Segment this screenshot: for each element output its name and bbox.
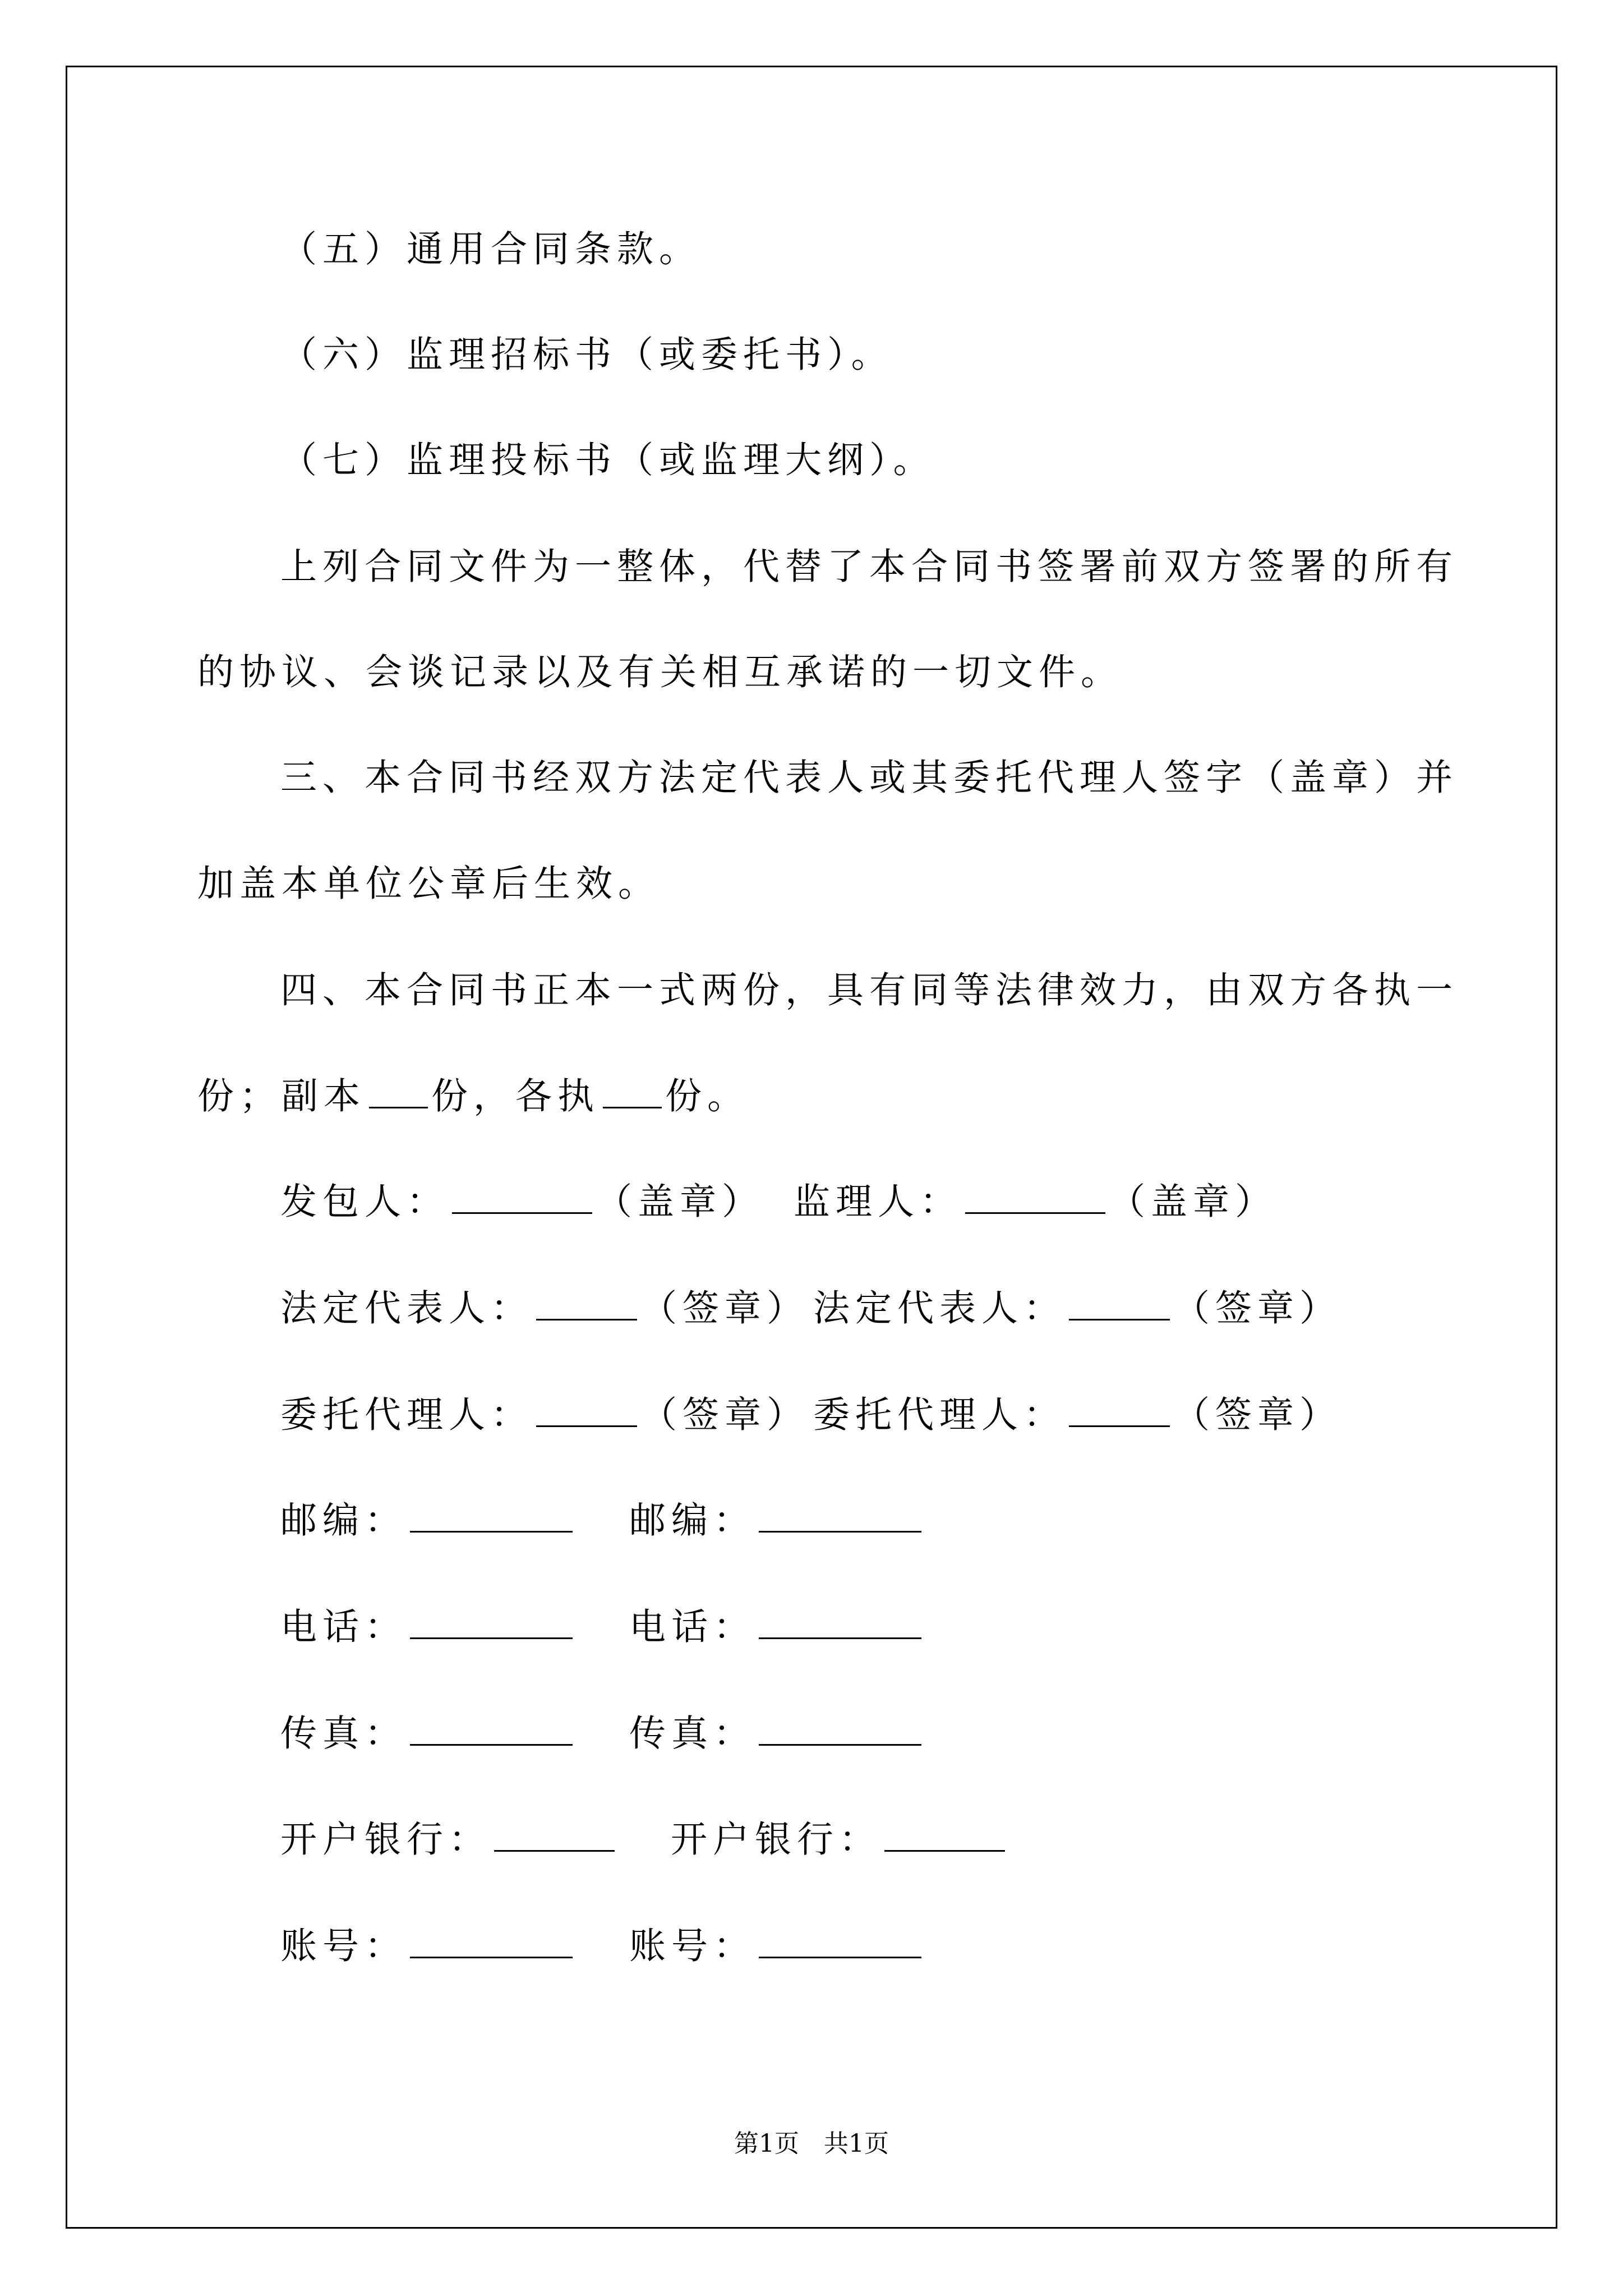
- agent-left-sign: （签章）: [640, 1394, 809, 1436]
- fax-left-field: [280, 1713, 576, 1755]
- legal-rep-right-sign: （签章）: [1173, 1287, 1342, 1329]
- postcode-left-label: 邮编：: [280, 1499, 407, 1542]
- legal-rep-right-field: [813, 1287, 1342, 1329]
- bank-right-field: [671, 1819, 1008, 1861]
- fax-left-blank[interactable]: [410, 1716, 573, 1746]
- agent-left-field: [280, 1394, 809, 1436]
- paragraph-three-line1: 三、本合同书经双方法定代表人或其委托代理人签字（盖章）并: [280, 757, 1459, 799]
- bank-left-blank[interactable]: [494, 1822, 615, 1852]
- copies-text-b: 份，各执: [431, 1075, 600, 1117]
- account-right-field: [629, 1925, 925, 1967]
- clause-item-7: （七）监理投标书（或监理大纲）。: [280, 439, 935, 481]
- copies-each-blank[interactable]: [603, 1079, 662, 1108]
- clause-item-6: （六）监理招标书（或委托书）。: [280, 334, 893, 376]
- legal-rep-left-label: 法定代表人：: [280, 1287, 533, 1329]
- account-right-blank[interactable]: [759, 1929, 921, 1958]
- copies-count-blank[interactable]: [369, 1079, 428, 1108]
- fax-right-label: 传真：: [629, 1713, 756, 1755]
- fax-right-blank[interactable]: [759, 1716, 921, 1746]
- paragraph-four-line1: 四、本合同书正本一式两份，具有同等法律效力，由双方各执一: [280, 969, 1459, 1011]
- copies-text-c: 份。: [665, 1075, 750, 1117]
- account-left-label: 账号：: [280, 1925, 407, 1967]
- paragraph-three-line2: 加盖本单位公章后生效。: [197, 863, 661, 905]
- agent-right-sign: （签章）: [1173, 1394, 1342, 1436]
- account-left-field: [280, 1925, 576, 1967]
- postcode-right-field: [629, 1499, 925, 1542]
- supervisor-seal: （盖章）: [1109, 1181, 1278, 1223]
- legal-rep-right-blank[interactable]: [1069, 1291, 1170, 1320]
- supervisor-blank[interactable]: [965, 1184, 1105, 1214]
- postcode-left-blank[interactable]: [410, 1503, 573, 1533]
- client-seal: （盖章）: [596, 1181, 764, 1223]
- account-left-blank[interactable]: [410, 1929, 573, 1958]
- legal-rep-left-blank[interactable]: [536, 1291, 637, 1320]
- client-label: 发包人：: [280, 1181, 449, 1223]
- legal-rep-left-sign: （签章）: [640, 1287, 809, 1329]
- supervisor-field: [794, 1181, 1278, 1223]
- phone-right-blank[interactable]: [759, 1609, 921, 1639]
- bank-right-blank[interactable]: [884, 1822, 1005, 1852]
- bank-left-field: [280, 1819, 618, 1861]
- phone-right-field: [629, 1606, 925, 1648]
- paragraph-documents-line2: 的协议、会谈记录以及有关相互承诺的一切文件。: [197, 651, 1123, 693]
- phone-left-label: 电话：: [280, 1606, 407, 1648]
- page-footer: 第1页 共1页: [734, 2129, 889, 2158]
- postcode-right-blank[interactable]: [759, 1503, 921, 1533]
- postcode-right-label: 邮编：: [629, 1499, 756, 1542]
- client-field: [280, 1181, 764, 1223]
- paragraph-documents-line1: 上列合同文件为一整体，代替了本合同书签署前双方签署的所有: [280, 546, 1459, 588]
- agent-right-blank[interactable]: [1069, 1397, 1170, 1427]
- phone-right-label: 电话：: [629, 1606, 756, 1648]
- client-blank[interactable]: [452, 1184, 592, 1214]
- agent-left-label: 委托代理人：: [280, 1394, 533, 1436]
- fax-left-label: 传真：: [280, 1713, 407, 1755]
- clause-item-5: （五）通用合同条款。: [280, 228, 702, 270]
- phone-left-field: [280, 1606, 576, 1648]
- copies-text-a: 份；副本: [197, 1075, 366, 1117]
- legal-rep-left-field: [280, 1287, 809, 1329]
- postcode-left-field: [280, 1499, 576, 1542]
- bank-left-label: 开户银行：: [280, 1819, 491, 1861]
- agent-right-field: [813, 1394, 1342, 1436]
- agent-right-label: 委托代理人：: [813, 1394, 1066, 1436]
- account-right-label: 账号：: [629, 1925, 756, 1967]
- agent-left-blank[interactable]: [536, 1397, 637, 1427]
- bank-right-label: 开户银行：: [671, 1819, 882, 1861]
- paragraph-four-line2: [197, 1075, 750, 1117]
- legal-rep-right-label: 法定代表人：: [813, 1287, 1066, 1329]
- supervisor-label: 监理人：: [794, 1181, 962, 1223]
- fax-right-field: [629, 1713, 925, 1755]
- phone-left-blank[interactable]: [410, 1609, 573, 1639]
- page-border: [66, 66, 1557, 2229]
